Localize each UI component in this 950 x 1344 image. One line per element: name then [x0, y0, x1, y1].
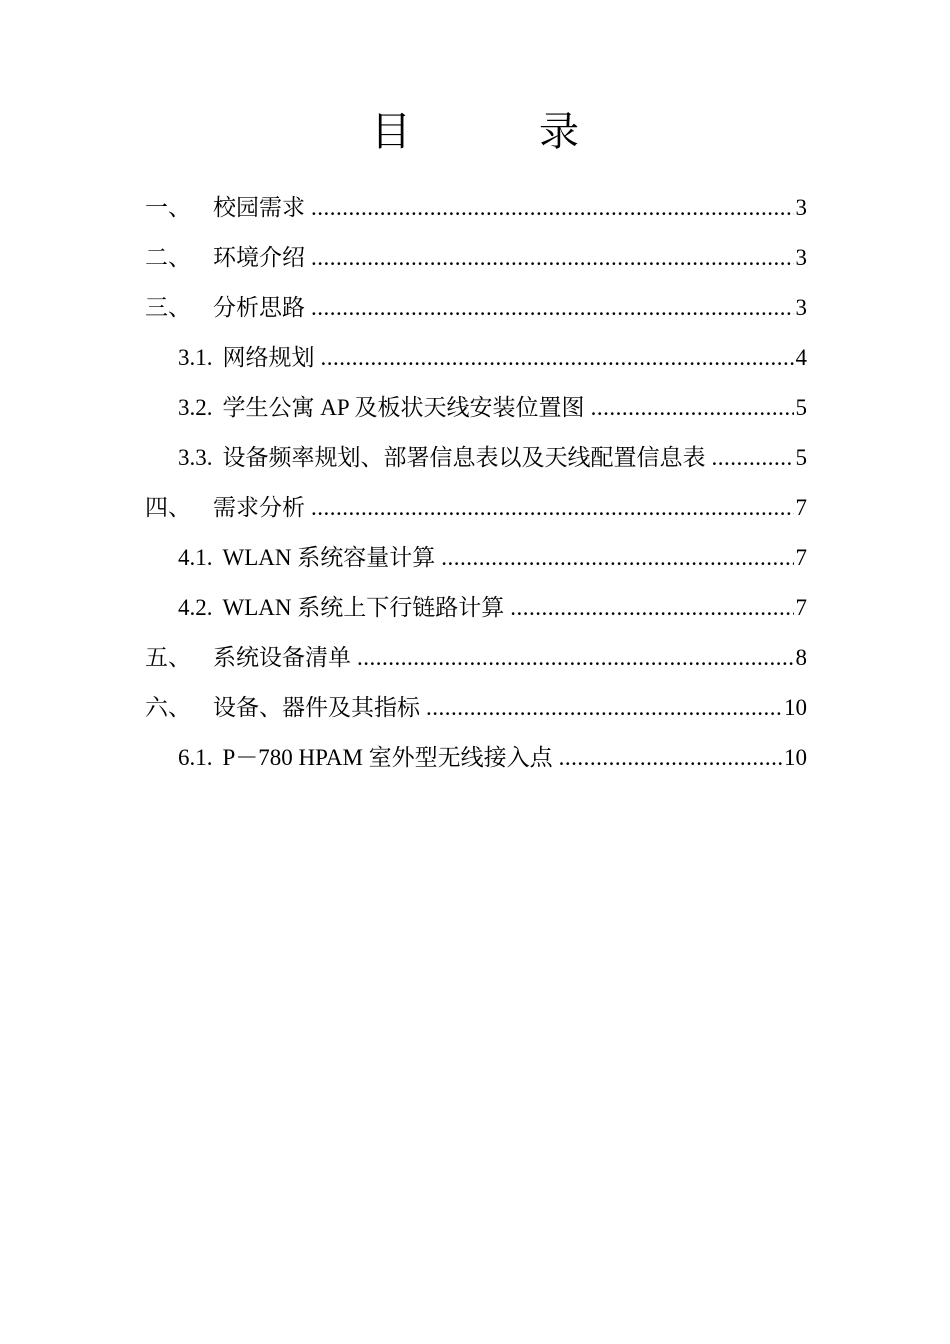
toc-entry-text: 设备频率规划、部署信息表以及天线配置信息表: [222, 445, 706, 470]
toc-entry-number: 6.1.: [178, 745, 213, 770]
toc-dot-leader: [510, 588, 793, 628]
toc-entry-page: 3: [795, 295, 807, 320]
toc-entry-text: 分析思路: [213, 295, 305, 320]
toc-entry-3[interactable]: [145, 288, 807, 338]
toc-entry-text: 网络规划: [222, 345, 315, 370]
toc-entry-text: WLAN 系统容量计算: [222, 545, 436, 570]
toc-entry-number: 4.1.: [178, 545, 213, 570]
toc-entry-number: 四、: [145, 495, 191, 520]
toc-entry-text: 设备、器件及其指标: [213, 695, 420, 720]
toc-entry-page: 8: [795, 645, 807, 670]
toc-entry-page: 3: [795, 245, 807, 270]
toc-dot-leader: [441, 538, 793, 578]
toc-entry-number: 4.2.: [178, 595, 213, 620]
toc-entry-3-1[interactable]: [145, 338, 807, 388]
toc-entry-4-1[interactable]: [145, 538, 807, 588]
toc-entry-text: 环境介绍: [213, 245, 305, 270]
toc-entry-4-2[interactable]: [145, 588, 807, 638]
toc-entry-number: 二、: [145, 245, 191, 270]
toc-entry-page: 10: [784, 695, 807, 720]
toc-entry-page: 7: [795, 595, 807, 620]
toc-entry-page: 7: [795, 495, 807, 520]
toc-entry-text: 系统设备清单: [213, 645, 351, 670]
table-of-contents: [145, 188, 807, 788]
toc-title: 目 录: [371, 109, 623, 154]
toc-dot-leader: [311, 238, 794, 278]
toc-entry-text: P－780 HPAM 室外型无线接入点: [222, 745, 553, 770]
toc-entry-1[interactable]: [145, 188, 807, 238]
toc-entry-3-3[interactable]: [145, 438, 807, 488]
toc-dot-leader: [712, 438, 794, 478]
toc-dot-leader: [426, 688, 782, 728]
toc-dot-leader: [311, 188, 794, 228]
toc-dot-leader: [321, 338, 794, 378]
toc-dot-leader: [357, 638, 794, 678]
toc-entry-page: 4: [795, 345, 807, 370]
toc-entry-text: WLAN 系统上下行链路计算: [222, 595, 505, 620]
toc-entry-number: 3.2.: [178, 395, 213, 420]
toc-entry-6[interactable]: [145, 688, 807, 738]
toc-entry-number: 一、: [145, 195, 191, 220]
toc-entry-number: 三、: [145, 295, 191, 320]
toc-entry-page: 7: [795, 545, 807, 570]
toc-entry-number: 3.1.: [178, 345, 213, 370]
toc-dot-leader: [311, 288, 794, 328]
toc-entry-page: 10: [784, 745, 807, 770]
toc-entry-number: 六、: [145, 695, 191, 720]
toc-entry-page: 5: [795, 445, 807, 470]
toc-entry-number: 五、: [145, 645, 191, 670]
toc-entry-4[interactable]: [145, 488, 807, 538]
toc-entry-text: 校园需求: [213, 195, 305, 220]
toc-entry-2[interactable]: [145, 238, 807, 288]
toc-entry-3-2[interactable]: [145, 388, 807, 438]
toc-entry-number: 3.3.: [178, 445, 213, 470]
toc-entry-page: 3: [795, 195, 807, 220]
toc-entry-text: 学生公寓 AP 及板状天线安装位置图: [222, 395, 585, 420]
toc-entry-text: 需求分析: [213, 495, 305, 520]
toc-dot-leader: [311, 488, 794, 528]
toc-dot-leader: [591, 388, 794, 428]
toc-entry-6-1[interactable]: [145, 738, 807, 788]
toc-entry-5[interactable]: [145, 638, 807, 688]
toc-entry-page: 5: [795, 395, 807, 420]
toc-dot-leader: [559, 738, 782, 778]
